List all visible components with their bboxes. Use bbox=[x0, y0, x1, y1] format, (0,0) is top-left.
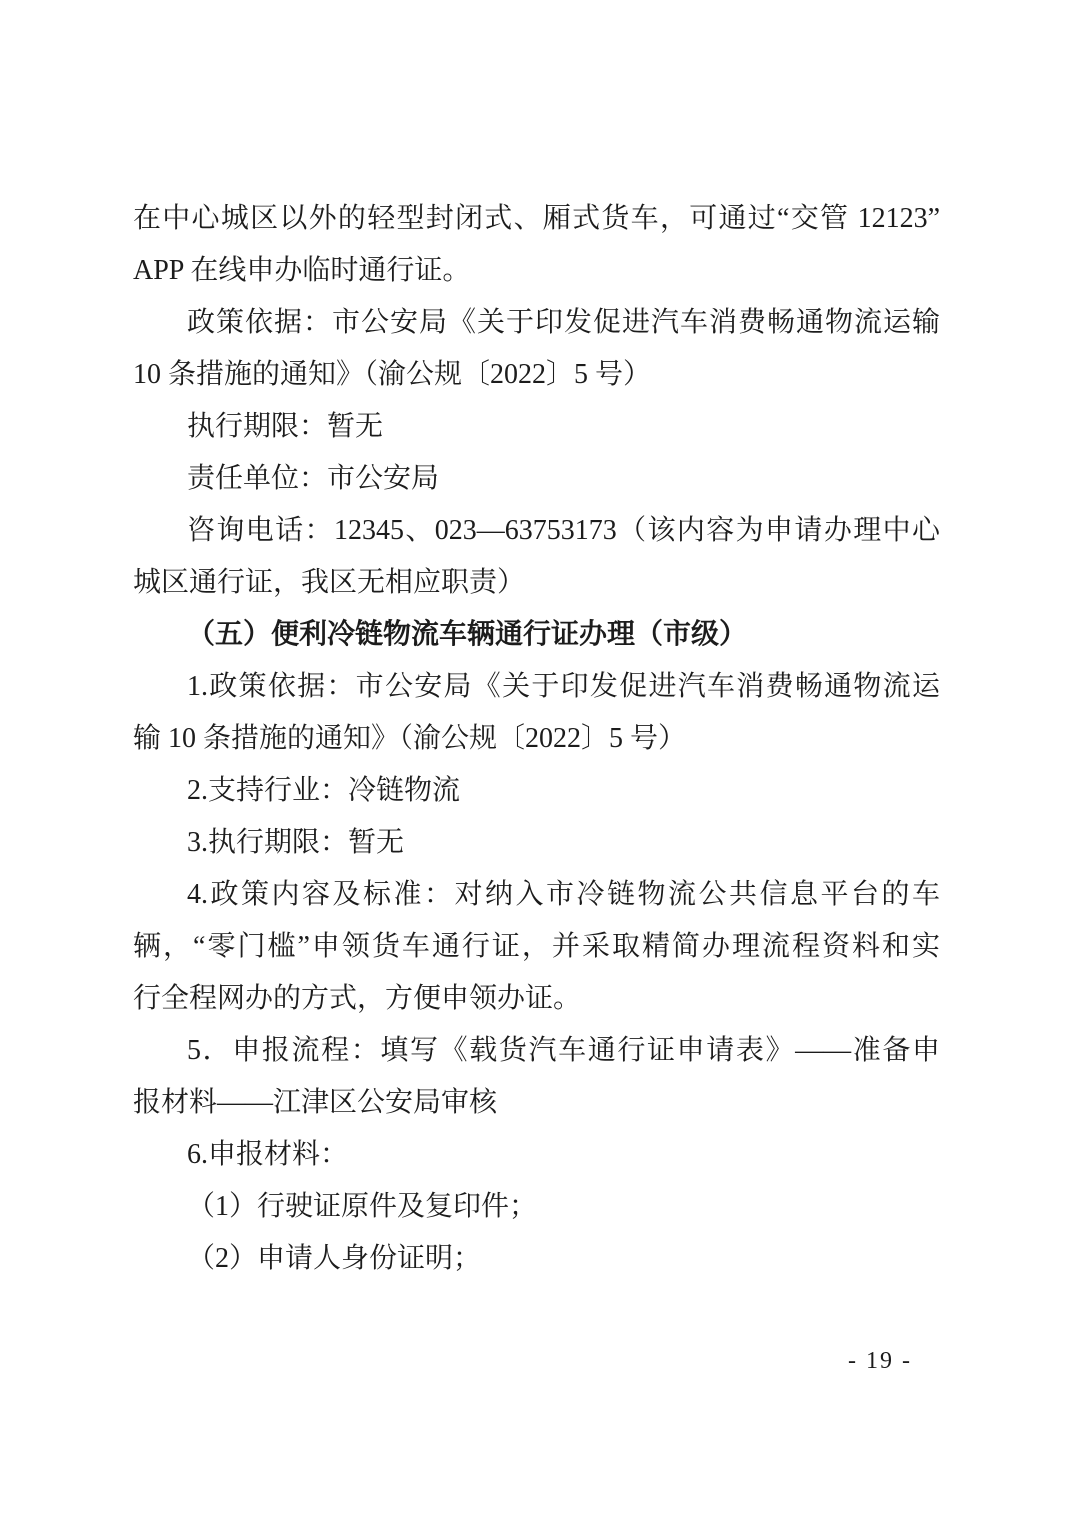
page-footer bbox=[848, 1346, 912, 1376]
doc-line: 4.政策内容及标准：对纳入市冷链物流公共信息平台的车 bbox=[187, 879, 940, 910]
section-heading: （五）便利冷链物流车辆通行证办理（市级） bbox=[187, 619, 748, 650]
doc-line: 咨询电话：12345、023—63753173（该内容为申请办理中心 bbox=[187, 515, 940, 546]
doc-line: 执行期限：暂无 bbox=[187, 411, 384, 442]
doc-line: 报材料——江津区公安局审核 bbox=[133, 1087, 498, 1118]
doc-line: 行全程网办的方式，方便申领办证。 bbox=[133, 983, 582, 1014]
doc-line: 在中心城区以外的轻型封闭式、厢式货车，可通过“交管 12123” bbox=[133, 203, 940, 234]
doc-line: APP 在线申办临时通行证。 bbox=[133, 255, 471, 286]
doc-line: 政策依据：市公安局《关于印发促进汽车消费畅通物流运输 bbox=[187, 307, 940, 338]
doc-line: （2）申请人身份证明； bbox=[187, 1243, 482, 1274]
doc-line: 责任单位：市公安局 bbox=[187, 463, 440, 494]
doc-line: 辆，“零门槛”申领货车通行证，并采取精简办理流程资料和实 bbox=[133, 931, 940, 962]
doc-line: 6.申报材料： bbox=[187, 1139, 349, 1170]
doc-line: 5．申报流程：填写《载货汽车通行证申请表》——准备申 bbox=[187, 1035, 940, 1066]
doc-line: 10 条措施的通知》（渝公规〔2022〕5 号） bbox=[133, 359, 652, 390]
document-body bbox=[133, 193, 940, 1285]
page-number: - 19 - bbox=[848, 1348, 912, 1374]
doc-line: 2.支持行业：冷链物流 bbox=[187, 775, 461, 806]
doc-line: 1.政策依据：市公安局《关于印发促进汽车消费畅通物流运 bbox=[187, 671, 940, 702]
doc-line: （1）行驶证原件及复印件； bbox=[187, 1191, 538, 1222]
doc-line: 输 10 条措施的通知》（渝公规〔2022〕5 号） bbox=[133, 723, 687, 754]
doc-line: 3.执行期限：暂无 bbox=[187, 827, 405, 858]
doc-line: 城区通行证，我区无相应职责） bbox=[133, 567, 526, 598]
